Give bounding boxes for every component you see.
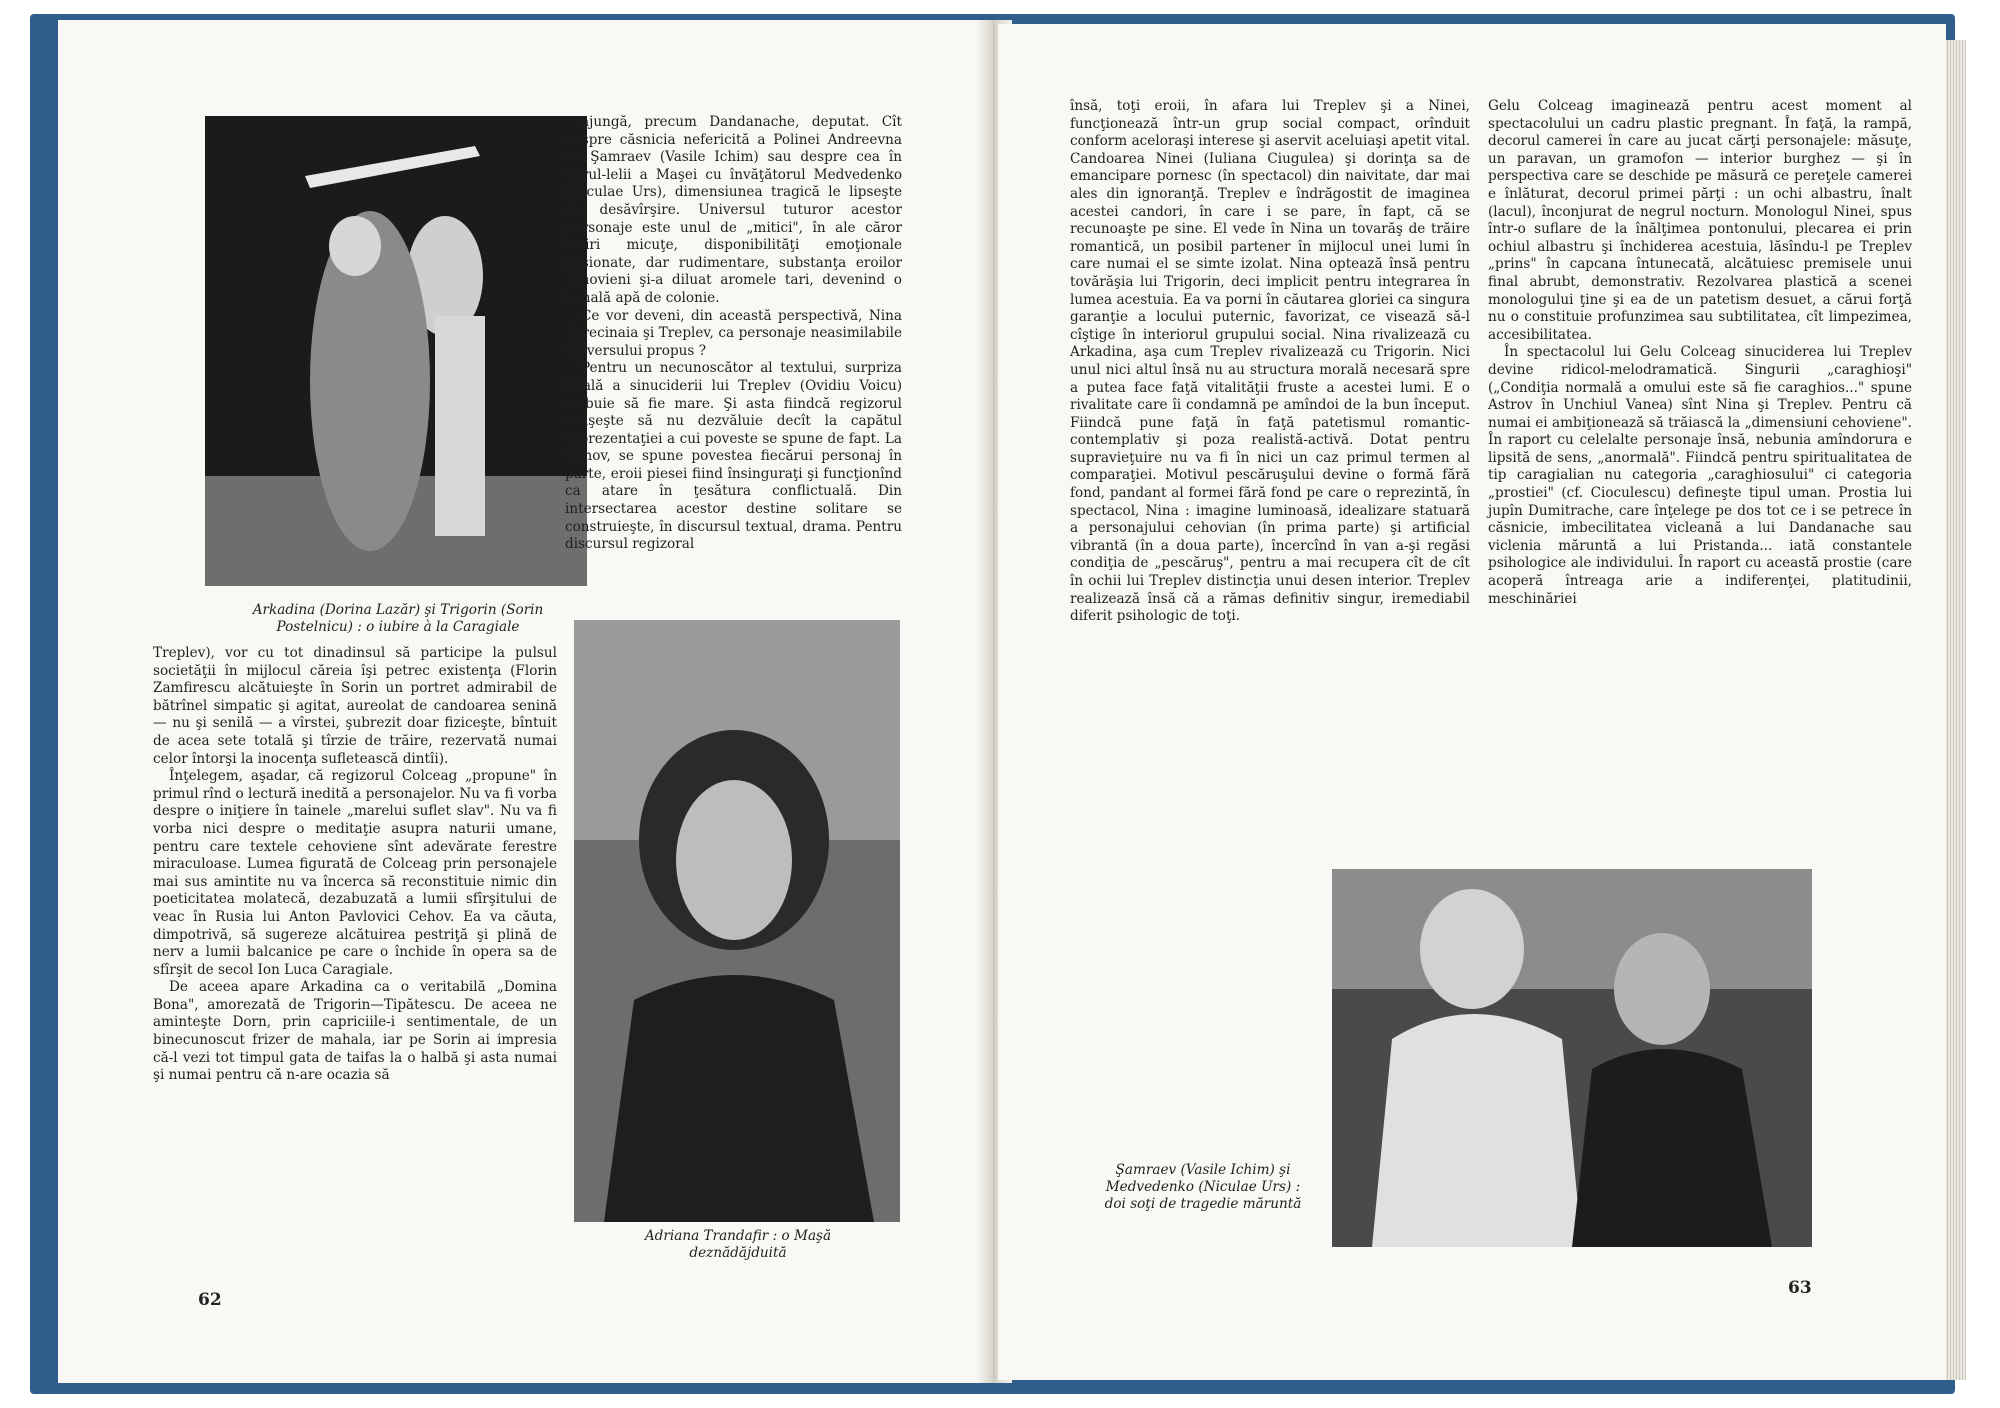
paragraph: însă, toţi eroii, în afara lui Treplev şi a Ninei, funcţionează într-un grup social compact, orînduit conform aceloraşi interese şi aservit aceluiaşi apetit vital. Candoarea Ninei (Iuliana Ciugulea) şi dorinţa sa de emancipare pornesc (în spectacol) din naivitate, dar mai ales din ignoranţă. Treplev e îndrăgostit de imaginea acestei candori, în care i se pare, în fapt, că se recunoaşte pe sine. El vede în Nina un tovarăş de trăire romantică, un posibil partener în mijlocul unei lumi în care numai el se simte izolat. Nina optează însă pentru tovărăşia lui Trigorin, deci implicit pentru integrarea în lumea acestuia. Ea va porni în căutarea gloriei ca singura garanţie a locului puternic, favorizat, ce visează să-l cîştige în interiorul grupului social. Nina rivalizează cu Arkadina, aşa cum Treplev rivalizează cu Trigorin. Nici unul nici altul însă nu au structura morală necesară spre a putea face faţă vitalităţii fruste a acestei lumi. E o rivalitate care îi condamnă pe amîndoi de la bun început. Fiindcă pune faţă în faţă patetismul romantic-contemplativ şi poza realistă-activă. Dotat pentru supravieţuire nu va fi în nici un caz primul termen al comparaţiei. Motivul pescăruşului devine o formă fără fond, pandant al formei fără fond pe care o reprezintă, în spectacol, Nina : imagine luminoasă, idealizare statuară a personajului cehovian (în prima parte) şi artificial vibrantă (în a doua parte), încercînd în van a-şi regăsi condiţia de „pescăruş", pentru a mai recupera cît de cît în ochii lui Treplev distincţia unui desen interior. Treplev realizează însă că a rămas definitiv singur, iremediabil diferit psihologic de toţi. <box>1070 98 1470 625</box>
paragraph: Pentru un necunoscător al textului, surpriza finală a sinuciderii lui Treplev (Ovidiu Voicu) trebuie să fie mare. Şi asta fiindcă regizorul reuşeşte să nu dezvăluie decît la capătul reprezentaţiei a cui poveste se spune de fapt. La Cehov, se spune povestea fiecărui personaj în parte, eroii piesei fiind însinguraţi şi funcţionînd ca atare în ţesătura conflictuală. Din intersectarea acestor destine solitare se construieşte, în discursul textual, drama. Pentru discursul regizoral <box>565 360 902 553</box>
paragraph: Treplev), vor cu tot dinadinsul să participe la pulsul societăţii în mijlocul căreia îşi petrec existenţa (Florin Zamfirescu alcătuieşte în Sorin un portret admirabil de bătrînel simpatic şi agitat, aureolat de candoarea senină — nu şi senilă — a vîrstei, şubrezit doar fiziceşte, bîntuit de acea sete totală şi tîrzie de trăire, rezervată numai celor întorşi la inocenţa sufletească dintîi). <box>153 645 557 767</box>
photo-caption-3: Şamraev (Vasile Ichim) şi Medvedenko (Niculae Urs) : doi soţi de tragedie măruntă <box>1104 1162 1302 1212</box>
left-page-top-column <box>565 114 902 554</box>
photo-caption-1: Arkadina (Dorina Lazăr) şi Trigorin (Sorin Postelnicu) : o iubire à la Caragiale <box>252 602 544 635</box>
photo-adriana-trandafir <box>574 620 900 1222</box>
right-page <box>998 24 1946 1380</box>
photo-caption-2: Adriana Trandafir : o Maşă deznădăjduită <box>644 1228 832 1261</box>
paragraph: ajungă, precum Dandanache, deputat. Cît despre căsnicia nefericită a Polinei Andreevna cu Şamraev (Vasile Ichim) sau despre cea în dorul-lelii a Maşei cu învăţătorul Medvedenko (Niculae Urs), dimensiunea tragică le lipseşte cu desăvîrşire. Universul tuturor acestor personaje este unul de „mitici", în ale căror trăiri micuţe, disponibilităţi emoţionale pasionate, dar rudimentare, substanţa eroilor cehovieni şi-a diluat aromele tari, devenind o banală apă de colonie. <box>565 114 902 306</box>
paragraph: În spectacolul lui Gelu Colceag sinuciderea lui Treplev devine ridicol-melodramatică. Singurii „caraghioşi" („Condiţia normală a omului este să fie caraghios..." spune Astrov în Unchiul Vanea) sînt Nina şi Treplev. Pentru că numai ei ambiţionează să trăiască la „dimensiuni cehoviene". În raport cu celelalte personaje însă, nebunia amîndorura e lipsită de sens, „anormală". Fiindcă pentru spiritualitatea de tip caragialian nu categoria „caraghiosului" ci categoria „prostiei" (cf. Cioculescu) defineşte tipul uman. Prostia lui jupîn Dumitrache, care înţelege pe dos tot ce i se petrece în căsnicie, imbecilitatea vicleană a lui Dandanache sau viclenia măruntă a lui Pristanda... iată constantele psihologice ale individului. În raport cu această prostie (care acoperă întreaga arie a indiferenţei, platitudinii, meschinăriei <box>1488 344 1912 607</box>
left-page-bottom-column <box>153 645 557 1085</box>
photo-arkadina-trigorin <box>205 116 587 586</box>
right-page-column-1 <box>1070 98 1470 626</box>
paragraph: De aceea apare Arkadina ca o veritabilă „Domina Bona", amorezată de Trigorin—Tipătescu. De aceea ne aminteşte Dorn, prin capriciile-i sentimentale, de un binecunoscut frizer de mahala, iar pe Sorin ai impresia că-l vezi tot timpul gata de taifas la o halbă şi asta numai şi numai pentru că n-are ocazia să <box>153 979 557 1084</box>
paragraph: Ce vor deveni, din această perspectivă, Nina Zarecinaia şi Treplev, ca personaje neasimilabile universului propus ? <box>565 307 902 359</box>
page-number: 63 <box>1788 1278 1812 1298</box>
photo-samraev-medvedenko <box>1332 869 1812 1247</box>
page-number: 62 <box>198 1290 222 1310</box>
paragraph: Înţelegem, aşadar, că regizorul Colceag „propune" în primul rînd o lectură inedită a personajelor. Nu va fi vorba despre o iniţiere în tainele „marelui suflet slav". Nu va fi vorba nici despre o meditaţie asupra naturii umane, pentru care textele cehoviene sînt adevărate ferestre miraculoase. Lumea figurată de Colceag prin personajele mai sus amintite nu va încerca să reconstituie nimic din poeticitatea molatecă, dezabuzată a lumii sfîrşitului de veac în Rusia lui Anton Pavlovici Cehov. Ea va căuta, dimpotrivă, să sugereze alcătuirea pestriţă şi plină de nerv a lumii balcanice pe care o închide în opera sa de sfîrşit de secol Ion Luca Caragiale. <box>153 768 557 978</box>
right-page-column-2 <box>1488 98 1912 608</box>
left-page <box>58 20 990 1383</box>
paragraph: Gelu Colceag imaginează pentru acest moment al spectacolului un cadru plastic pregnant. În faţă, la rampă, decorul camerei în care au jucat cărţi personajele: măsuţe, un paravan, un gramofon — interior burghez — şi în perspectiva care se deschide pe măsură ce pereţele camerei e înlăturat, decorul primei părţi : un ochi albastru, înalt (lacul), înconjurat de negrul nocturn. Monologul Ninei, spus într-o suflare de la înălţimea pontonului, plecarea ei prin ochiul albastru şi închiderea acestuia, lăsîndu-l pe Treplev „prins" în capcana întunecată, alcătuiesc premisele unui final abrubt, demonstrativ. Rezolvarea plastică a scenei monologului ţine şi ea de un patetism desuet, a cărui forţă nu o constituie profunzimea sau subtilitatea, cît limpezimea, accesibilitatea. <box>1488 98 1912 343</box>
